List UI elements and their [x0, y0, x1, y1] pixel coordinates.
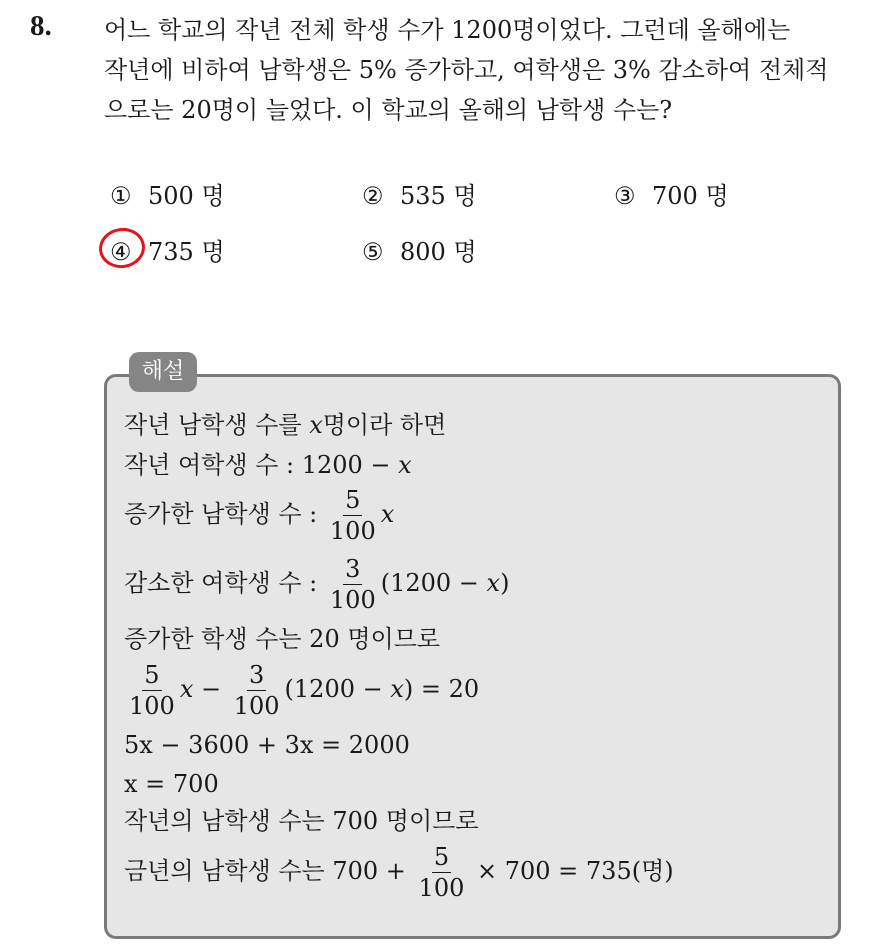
solution-text: 명이라 하면	[322, 411, 447, 439]
fraction	[232, 663, 282, 718]
fraction-denominator: 100	[129, 692, 175, 720]
math-variable: x	[380, 500, 395, 528]
choice-number: ②	[362, 182, 384, 210]
choice-1[interactable]	[110, 181, 225, 211]
fraction	[328, 557, 378, 612]
choice-number: ④	[110, 238, 132, 266]
choice-text: 800 명	[400, 238, 477, 266]
solution-text: 작년 남학생 수를	[124, 411, 310, 439]
solution-text: )	[403, 675, 414, 703]
fraction-denominator: 100	[233, 692, 280, 720]
question-line: 작년에 비하여 남학생은 5% 증가하고, 여학생은 3% 감소하여 전체적	[104, 56, 829, 84]
solution-line-2	[124, 450, 412, 480]
solution-text: 금년의 남학생 수는 700 +	[124, 857, 406, 885]
solution-line-5: 증가한 학생 수는 20 명이므로	[124, 625, 441, 653]
fraction	[417, 845, 467, 900]
solution-text: 작년 여학생 수 : 1200 −	[124, 451, 399, 479]
choice-number: ①	[110, 182, 132, 210]
choice-text: 735 명	[148, 238, 225, 266]
fraction	[127, 663, 177, 718]
choice-number: ⑤	[362, 238, 384, 266]
solution-line-8: x = 700	[124, 770, 219, 798]
solution-line-4	[124, 557, 509, 612]
choice-2[interactable]	[362, 181, 477, 211]
fraction	[328, 488, 378, 543]
solution-text: 감소한 여학생 수 :	[124, 569, 318, 597]
question-text	[104, 10, 874, 130]
choice-5[interactable]	[362, 237, 477, 267]
question-line: 으로는 20명이 늘었다. 이 학교의 올해의 남학생 수는?	[104, 96, 673, 124]
fraction-numerator: 5	[144, 661, 160, 689]
fraction-denominator: 100	[329, 586, 376, 614]
solution-text: (1200 −	[284, 675, 391, 703]
solution-text: = 20	[413, 675, 480, 703]
choice-text: 500 명	[148, 182, 225, 210]
solution-line-1	[124, 410, 446, 440]
math-variable: x	[486, 569, 501, 597]
solution-line-3	[124, 488, 394, 543]
question-number: 8.	[30, 10, 52, 42]
math-variable: x	[309, 411, 323, 439]
fraction-numerator: 5	[433, 843, 450, 871]
question-line: 어느 학교의 작년 전체 학생 수가 1200명이었다. 그런데 올해에는	[104, 16, 791, 44]
solution-line-7: 5x − 3600 + 3x = 2000	[124, 731, 410, 759]
solution-line-10	[124, 845, 674, 900]
math-variable: x	[398, 451, 412, 479]
solution-text: 증가한 남학생 수 :	[124, 500, 318, 528]
choice-3[interactable]	[614, 181, 729, 211]
solution-text: (1200 −	[380, 569, 487, 597]
fraction-denominator: 100	[329, 517, 376, 545]
solution-text: −	[193, 675, 229, 703]
solution-text: × 700 = 735(명)	[477, 857, 674, 885]
solution-line-6	[124, 663, 479, 718]
fraction-numerator: 3	[249, 661, 265, 689]
math-variable: x	[390, 675, 404, 703]
solution-line-9: 작년의 남학생 수는 700 명이므로	[124, 807, 479, 835]
math-variable: x	[179, 675, 194, 703]
choice-number: ③	[614, 182, 636, 210]
choice-text: 535 명	[400, 182, 477, 210]
fraction-numerator: 5	[345, 486, 361, 514]
choice-text: 700 명	[652, 182, 729, 210]
solution-tag: 해설	[129, 352, 197, 392]
solution-text: )	[500, 569, 510, 597]
fraction-numerator: 3	[345, 555, 361, 583]
fraction-denominator: 100	[418, 874, 465, 902]
